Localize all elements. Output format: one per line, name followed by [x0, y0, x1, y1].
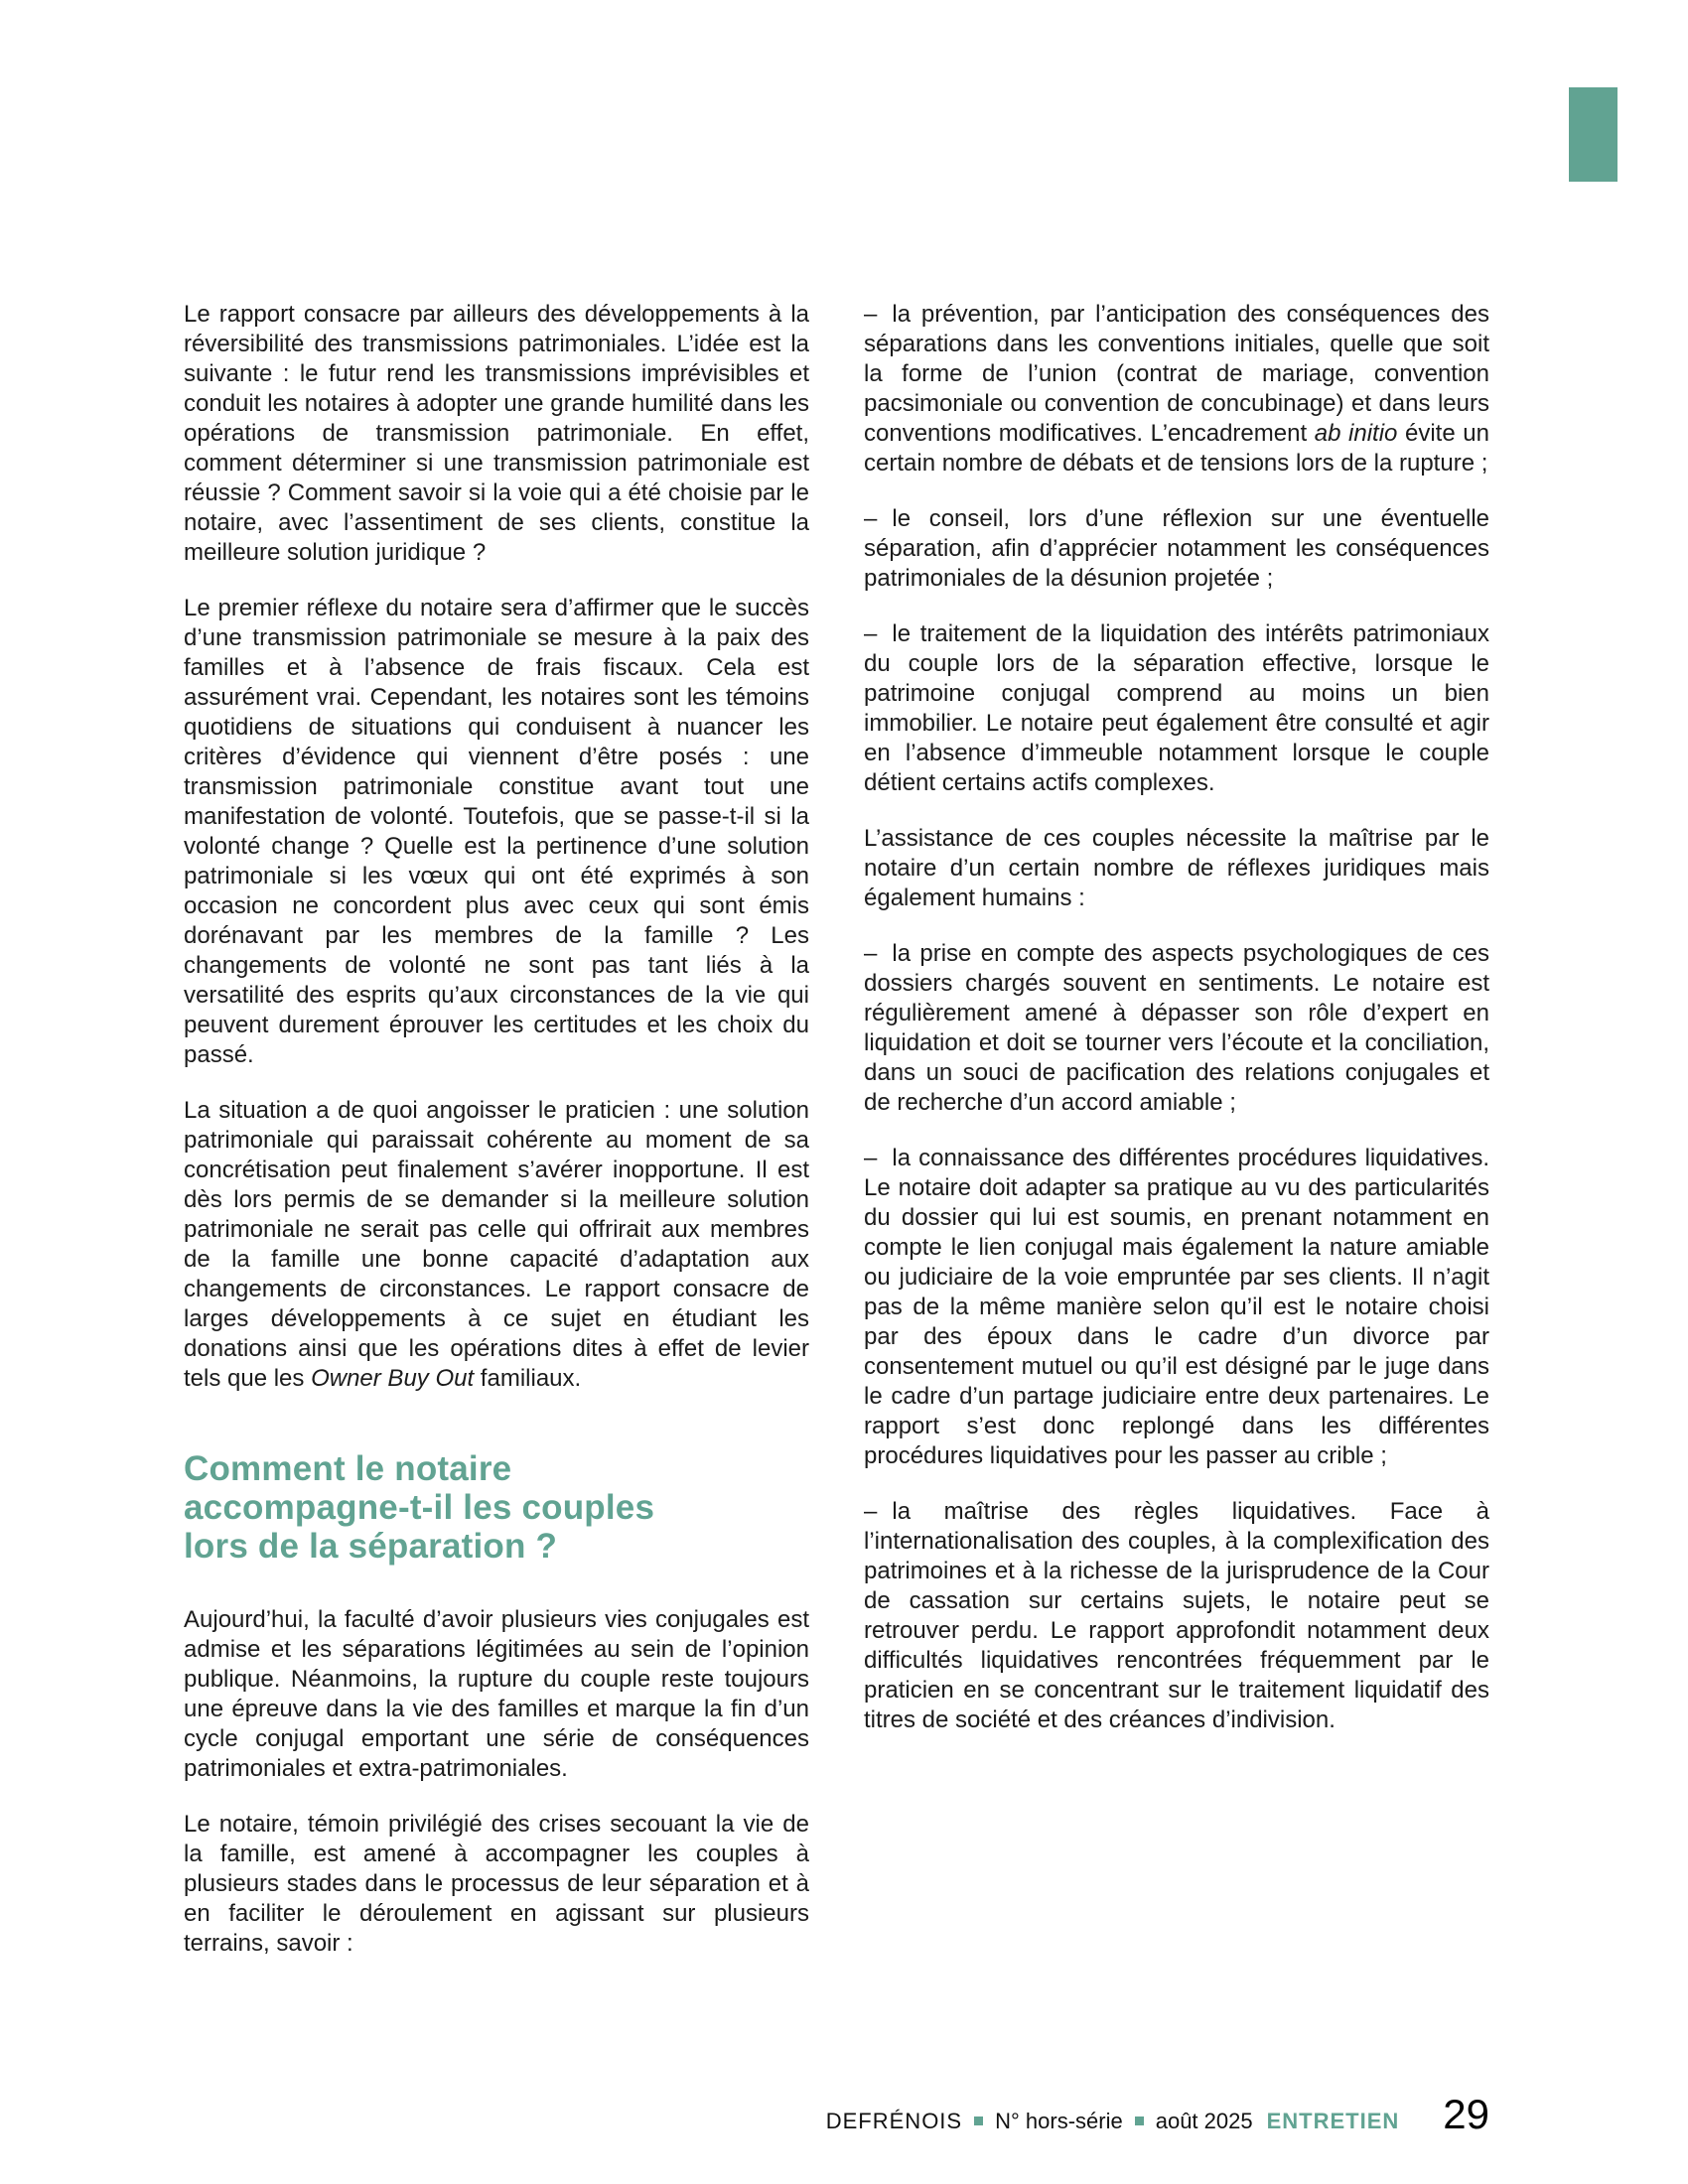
article-body	[184, 300, 1489, 1959]
italic-term: ab initio	[1314, 420, 1398, 447]
text-run: Le rapport consacre par ailleurs des développements à la réversibilité des transmissions patrimoniales. L’idée est la suivante : le futur rend les transmissions imprévisibles et conduit les notaires à adopter une grande humilité dans les opérations de transmission patrimoniale. En effet, comment déterminer si une transmission patrimoniale est réussie ? Comment savoir si la voie qui a été choisie par le notaire, avec l’assentiment de ses clients, constitue la meilleure solution juridique ?	[184, 301, 809, 566]
text-run: Aujourd’hui, la faculté d’avoir plusieurs vies conjugales est admise et les séparations légitimées au sein de l’opinion publique. Néanmoins, la rupture du couple reste toujours une épreuve dans la vie des familles et marque la fin d’un cycle conjugal emportant une série de conséquences patrimoniales et extra-patrimoniales.	[184, 1606, 809, 1782]
item-dash: –	[864, 620, 878, 647]
list-item	[864, 504, 1489, 594]
paragraph	[184, 1605, 809, 1784]
journal-name: DEFRÉNOIS	[825, 2109, 963, 2133]
item-dash: –	[864, 940, 878, 967]
list-item	[864, 939, 1489, 1118]
list-item	[864, 300, 1489, 478]
item-dash: –	[864, 301, 878, 328]
list-item	[864, 1144, 1489, 1471]
text-run: Le notaire, témoin privilégié des crises secouant la vie de la famille, est amené à accompagner les couples à plusieurs stades dans le processus de leur séparation et à en faciliter le déroulement en agissant sur plusieurs terrains, savoir :	[184, 1811, 809, 1957]
section-heading: Comment le notaire accompagne-t-il les couples lors de la séparation ?	[184, 1449, 655, 1566]
text-run: le traitement de la liquidation des intérêts patrimoniaux du couple lors de la séparation effective, lorsque le patrimoine conjugal comprend au moins un bien immobilier. Le notaire peut également être consulté et agir en l’absence d’immeuble notamment lorsque le couple détient certains actifs complexes.	[864, 620, 1489, 796]
text-run: la connaissance des différentes procédures liquidatives. Le notaire doit adapter sa pratique au vu des particularités du dossier qui lui est soumis, en prenant notamment en compte le lien conjugal mais également la nature amiable ou judiciaire de la voie empruntée par ses clients. Il n’agit pas de la même manière selon qu’il est le notaire choisi par des époux dans le cadre d’un divorce par consentement mutuel ou qu’il est désigné par le juge dans le cadre d’un partage judiciaire entre deux partenaires. Le rapport s’est donc replongé dans les différentes procédures liquidatives pour les passer au crible ;	[864, 1145, 1489, 1469]
text-run: évite un certain nombre de débats et de tensions lors de la rupture ;	[864, 420, 1489, 477]
square-bullet-icon	[974, 2116, 983, 2125]
text-run: La situation a de quoi angoisser le praticien : une solution patrimoniale qui paraissait cohérente au moment de sa concrétisation peut finalement s’avérer inopportune. Il est dès lors permis de se demander si la meilleure solution patrimoniale ne serait pas celle qui offrirait aux membres de la famille une bonne capacité d’adaptation aux changements de circonstances. Le rapport consacre de larges développements à ce sujet en étudiant les donations ainsi que les opérations dites à effet de levier tels que les	[184, 1097, 809, 1392]
paragraph	[184, 1096, 809, 1394]
item-dash: –	[864, 1145, 878, 1171]
paragraph	[864, 824, 1489, 913]
corner-marker	[1569, 87, 1618, 182]
text-run: la prévention, par l’anticipation des conséquences des séparations dans les conventions initiales, quelle que soit la forme de l’union (contrat de mariage, convention pacsimoniale ou convention de concubinage) et dans leurs conventions modificatives. L’encadrement	[864, 301, 1489, 447]
paragraph	[184, 1810, 809, 1959]
italic-term: Owner Buy Out	[311, 1365, 475, 1392]
text-run: familiaux.	[474, 1365, 582, 1392]
square-bullet-icon	[1135, 2116, 1144, 2125]
left-column	[184, 300, 809, 1959]
text-run: le conseil, lors d’une réflexion sur une éventuelle séparation, afin d’apprécier notamment les conséquences patrimoniales de la désunion projetée ;	[864, 505, 1489, 592]
list-item	[864, 1497, 1489, 1735]
section-label: ENTRETIEN	[1266, 2109, 1400, 2133]
list-item	[864, 619, 1489, 798]
text-run: la prise en compte des aspects psychologiques de ces dossiers chargés souvent en sentiments. Le notaire est régulièrement amené à dépasser son rôle d’expert en liquidation et doit se tourner vers l’écoute et la conciliation, dans un souci de pacification des relations conjugales et de recherche d’un accord amiable ;	[864, 940, 1489, 1116]
right-column	[864, 300, 1489, 1959]
paragraph	[184, 300, 809, 568]
issue-date: août 2025	[1155, 2109, 1253, 2133]
page-footer	[826, 2091, 1489, 2138]
item-dash: –	[864, 505, 878, 532]
text-run: la maîtrise des règles liquidatives. Face à l’internationalisation des couples, à la complexification des patrimoines et à la richesse de la jurisprudence de la Cour de cassation sur certains sujets, le notaire peut se retrouver perdu. Le rapport approfondit notamment deux difficultés liquidatives rencontrées fréquemment par le praticien en se concentrant sur le traitement liquidatif des titres de société et des créances d’indivision.	[864, 1498, 1489, 1733]
item-dash: –	[864, 1498, 878, 1525]
text-run: Le premier réflexe du notaire sera d’affirmer que le succès d’une transmission patrimoniale se mesure à la paix des familles et à l’absence de frais fiscaux. Cela est assurément vrai. Cependant, les notaires sont les témoins quotidiens de situations qui conduisent à nuancer les critères d’évidence qui viennent d’être posés : une transmission patrimoniale constitue avant tout une manifestation de volonté. Toutefois, que se passe-t-il si la volonté change ? Quelle est la pertinence d’une solution patrimoniale si les vœux qui ont été exprimés à son occasion ne concordent plus avec ceux qui sont émis dorénavant par les membres de la famille ? Les changements de volonté ne sont pas tant liés à la versatilité des esprits qu’aux circonstances de la vie qui peuvent durement éprouver les certitudes et les choix du passé.	[184, 595, 809, 1068]
text-run: L’assistance de ces couples nécessite la maîtrise par le notaire d’un certain nombre de réflexes juridiques mais également humains :	[864, 825, 1489, 911]
issue-label: N° hors-série	[995, 2109, 1123, 2133]
paragraph	[184, 594, 809, 1070]
page-number: 29	[1443, 2091, 1489, 2137]
